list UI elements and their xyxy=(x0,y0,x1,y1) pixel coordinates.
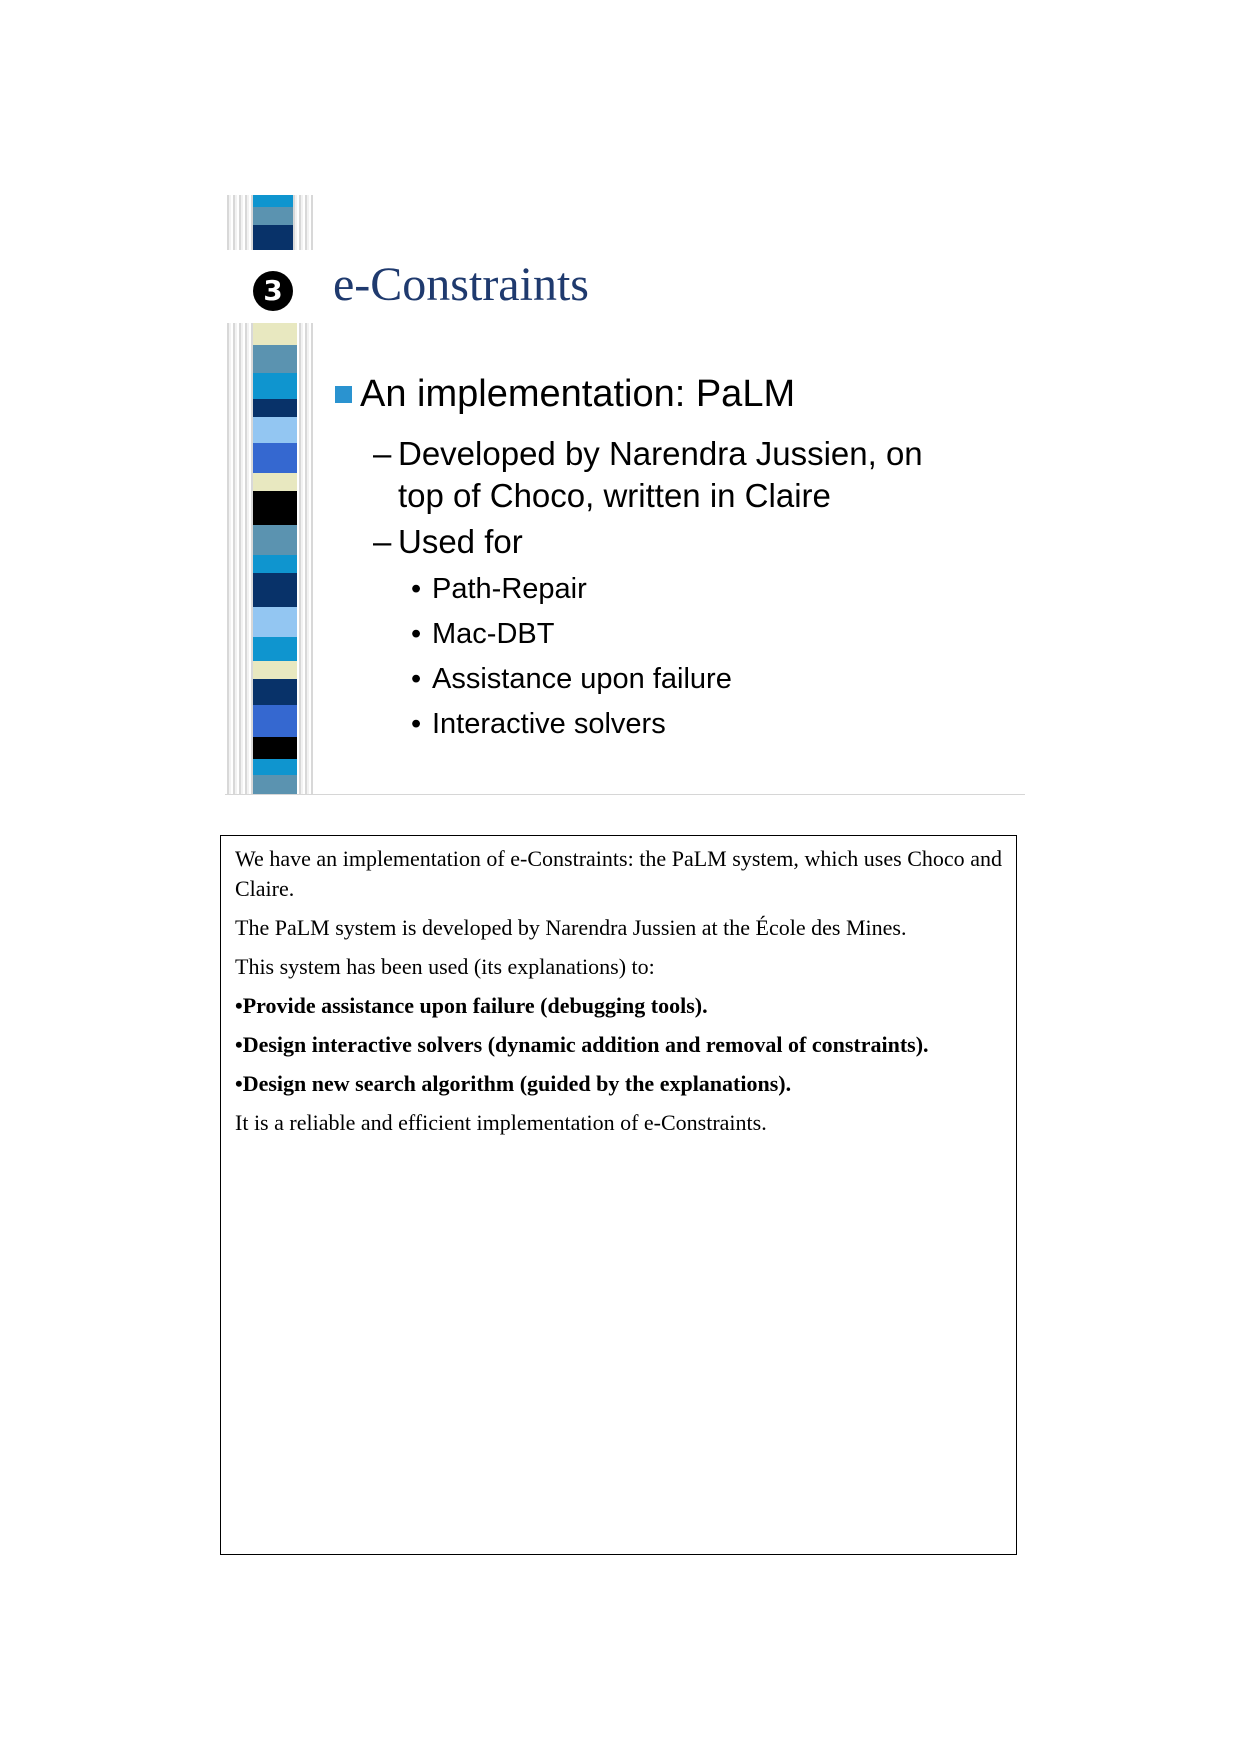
square-bullet-icon xyxy=(335,386,352,403)
stripe-segment xyxy=(253,637,297,661)
bullet-level1-text: An implementation: PaLM xyxy=(360,373,796,415)
notes-paragraph-bold: •Design new search algorithm (guided by the explanations). xyxy=(235,1071,792,1096)
stripe-segment xyxy=(253,323,297,345)
decorative-stripe-top xyxy=(225,195,313,250)
stripe-segment xyxy=(253,607,297,637)
use-item xyxy=(411,616,554,652)
use-item-text: Assistance upon failure xyxy=(432,663,732,695)
stripe-segment xyxy=(253,491,297,525)
stripe-segment xyxy=(253,573,297,607)
notes-paragraph: The PaLM system is developed by Narendra Jussien at the École des Mines. xyxy=(235,915,907,940)
speaker-notes-box xyxy=(220,835,1017,1555)
bullet-level1 xyxy=(335,373,795,416)
notes-paragraph-bold: •Provide assistance upon failure (debugging tools). xyxy=(235,993,708,1018)
slide-title: e-Constraints xyxy=(333,258,589,311)
subitem-used-for xyxy=(373,521,523,563)
stripe-segment xyxy=(253,373,297,399)
use-item xyxy=(411,706,666,742)
dot-bullet-icon: • xyxy=(411,618,422,650)
stripe-segment xyxy=(253,737,297,759)
slide xyxy=(225,195,1025,795)
stripe-segment xyxy=(253,225,293,250)
dash-marker: – xyxy=(373,435,392,472)
stripe-segment xyxy=(253,443,297,473)
subitem-developed xyxy=(373,433,923,517)
stripe-segment xyxy=(253,679,297,705)
stripe-segment xyxy=(253,525,297,555)
use-item xyxy=(411,661,732,697)
use-item-text: Path-Repair xyxy=(432,573,587,605)
stripe-segment xyxy=(253,195,293,207)
subitem-line: top of Choco, written in Claire xyxy=(398,477,831,514)
notes-paragraph: It is a reliable and efficient implementation of e-Constraints. xyxy=(235,1110,767,1135)
stripe-segment xyxy=(253,775,297,795)
decorative-stripe-bottom xyxy=(225,323,313,795)
subitem-line: Used for xyxy=(398,523,523,560)
use-item-text: Mac-DBT xyxy=(432,618,555,650)
stripe-segment xyxy=(253,661,297,679)
use-item-text: Interactive solvers xyxy=(432,708,666,740)
notes-paragraph: We have an implementation of e-Constraints: the PaLM system, which uses Choco and Claire. xyxy=(235,846,1002,901)
stripe-segment xyxy=(253,417,297,443)
subitem-line: Developed by Narendra Jussien, on xyxy=(398,435,923,472)
stripe-segment xyxy=(253,345,297,373)
stripe-segment xyxy=(253,705,297,737)
dash-marker: – xyxy=(373,523,392,560)
notes-paragraph: This system has been used (its explanations) to: xyxy=(235,954,655,979)
dot-bullet-icon: • xyxy=(411,708,422,740)
stripe-segment xyxy=(253,207,293,225)
stripe-segment xyxy=(253,473,297,491)
stripe-segment xyxy=(253,759,297,775)
slide-number-badge: 3 xyxy=(253,271,293,311)
use-item xyxy=(411,571,587,607)
stripe-segment xyxy=(253,555,297,573)
dot-bullet-icon: • xyxy=(411,573,422,605)
notes-paragraph-bold: •Design interactive solvers (dynamic addition and removal of constraints). xyxy=(235,1032,929,1057)
stripe-segment xyxy=(253,399,297,417)
dot-bullet-icon: • xyxy=(411,663,422,695)
slide-bottom-rule xyxy=(225,794,1025,795)
